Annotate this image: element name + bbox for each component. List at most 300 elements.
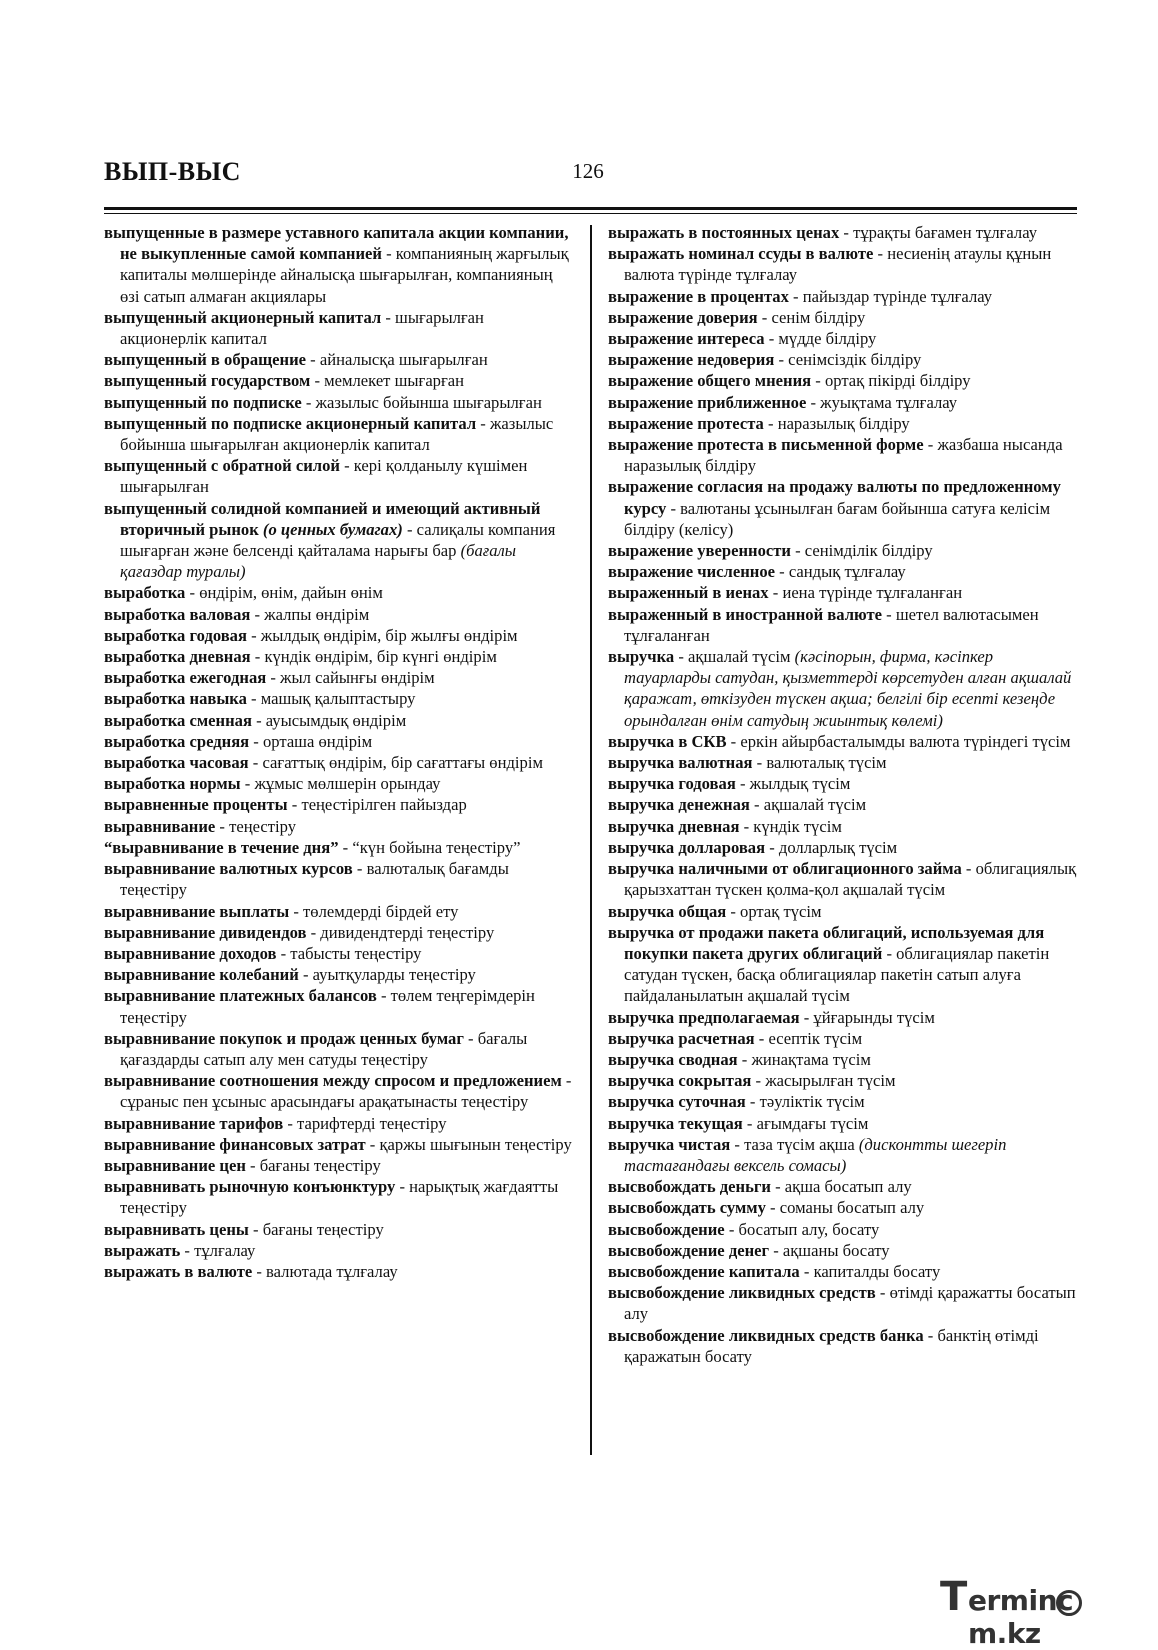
dictionary-entry — [608, 1240, 1078, 1261]
entry-separator: - — [251, 710, 266, 730]
entry-gloss: ақша босатып алу — [784, 1177, 912, 1197]
entry-term: выпущенный в обращение — [104, 350, 307, 370]
entry-term: выравнивание дивидендов — [104, 922, 307, 942]
entry-term: выработка нормы — [104, 774, 241, 794]
entry-gloss: компанияның жарғылық капиталы мөлшерінде айналысқа шығарылған, компанияның өзі сатып алмаған акциялары — [120, 244, 569, 306]
entry-term: выравнивание выплаты — [104, 901, 290, 921]
entry-term: “выравнивание в течение дня” — [104, 837, 339, 857]
entry-separator: - — [735, 774, 750, 794]
entry-separator: - — [250, 604, 265, 624]
entry-term: выраженный в иенах — [608, 583, 769, 603]
entry-term: выработка сменная — [104, 710, 252, 730]
entry-separator: - — [726, 731, 741, 751]
entry-separator: - — [770, 1177, 785, 1197]
dictionary-entry — [104, 1240, 574, 1261]
entry-separator: - — [215, 816, 230, 836]
entry-term: выравнивание платежных балансов — [104, 986, 377, 1006]
entry-term: выражать в постоянных ценах — [608, 223, 840, 242]
header-letter-range: ВЫП-ВЫС — [104, 157, 241, 186]
dictionary-entry — [608, 1134, 1078, 1176]
entry-term: высвобождать сумму — [608, 1198, 766, 1218]
entry-term: выручка от продажи пакета облигаций, используемая для покупки пакета других облигаций — [608, 922, 1045, 963]
entry-gloss: күндік өндірім, бір күнгі өндірім — [264, 647, 497, 667]
entry-gloss: ағымдағы түсім — [756, 1113, 869, 1133]
entry-term: выработка валовая — [104, 604, 251, 624]
entry-term: высвобождение ликвидных средств — [608, 1283, 876, 1303]
dictionary-entry — [608, 413, 1078, 434]
entry-term: выражение в процентах — [608, 286, 789, 306]
entry-term: выражение недоверия — [608, 350, 775, 370]
entry-gloss: мемлекет шығарған — [324, 371, 465, 391]
entry-term: выражение протеста — [608, 413, 764, 433]
entry-gloss: теңестірілген пайыздар — [301, 795, 467, 815]
entry-gloss: есептік түсім — [768, 1028, 863, 1048]
entry-gloss: нарықтық жағдаятты теңестіру — [120, 1177, 559, 1218]
dictionary-entry — [608, 731, 1078, 752]
dictionary-entry — [608, 349, 1078, 370]
dictionary-entry — [608, 794, 1078, 815]
dictionary-entry — [608, 1007, 1078, 1028]
entry-gloss: бағаны теңестіру — [259, 1155, 381, 1175]
entry-term: высвобождать деньги — [608, 1177, 771, 1197]
entry-gloss: несиенің атаулы құнын валюта түрінде тұлғалау — [624, 244, 1052, 285]
entry-gloss: төлем теңгерімдерін теңестіру — [120, 986, 535, 1027]
entry-gloss: облигациялар пакетін сатудан түскен, басқа облигациялар пакетін сатып алуға пайдаланылатын ақшалай түсім — [624, 943, 1050, 1006]
dictionary-entry — [104, 307, 574, 349]
dictionary-entry — [608, 286, 1078, 307]
dictionary-entry — [104, 1070, 574, 1112]
entry-gloss-note: (кәсіпорын, фирма, кәсіпкер тауарларды сатудан, қызметтерді көрсетуден алған ақшалай қаражат, өткізуден түскен ақша; белгілі бір есепті кезеңде орындалған өнім сатудың жиынтық көлемі) — [624, 647, 1072, 730]
entry-gloss: тарифтерді теңестіру — [297, 1113, 447, 1133]
entry-term: выработка навыка — [104, 689, 247, 709]
entry-term: выручка в СКВ — [608, 731, 727, 751]
entry-gloss: жуықтама тұлғалау — [820, 392, 958, 412]
dictionary-entry — [104, 604, 574, 625]
entry-term: выравнивание колебаний — [104, 965, 299, 985]
entry-term: высвобождение денег — [608, 1240, 770, 1260]
entry-gloss: жинақтама түсім — [751, 1049, 871, 1069]
entry-separator: - — [476, 413, 490, 433]
entry-gloss: ауытқуларды теңестіру — [312, 965, 476, 985]
entry-separator: - — [726, 901, 741, 921]
entry-gloss: ортақ түсім — [740, 901, 822, 921]
entry-term: выравнивание тарифов — [104, 1113, 284, 1133]
entry-separator: - — [339, 456, 354, 476]
entry-separator: - — [882, 943, 897, 963]
entry-gloss: өтімді қаражатты босатып алу — [624, 1283, 1076, 1324]
entry-separator: - — [799, 1261, 814, 1281]
dictionary-entry — [608, 1282, 1078, 1324]
entry-separator: - — [250, 647, 265, 667]
entry-separator: - — [749, 795, 764, 815]
entry-gloss: сағаттық өндірім, бір сағаттағы өндірім — [262, 753, 543, 773]
entry-gloss: ақшалай түсім — [688, 647, 795, 667]
dictionary-entry — [104, 370, 574, 391]
entry-gloss: өндірім, өнім, дайын өнім — [199, 583, 383, 603]
dictionary-entry — [104, 413, 574, 455]
entry-separator: - — [882, 604, 896, 624]
entry-separator: - — [742, 1113, 757, 1133]
entry-gloss: капиталды босату — [813, 1261, 941, 1281]
entry-separator: - — [745, 1092, 760, 1112]
dictionary-entry — [608, 243, 1078, 285]
entry-separator: - — [402, 519, 417, 539]
entry-separator: - — [790, 541, 805, 561]
entry-separator: - — [765, 1198, 780, 1218]
entry-term: выпущенный государством — [104, 371, 311, 391]
dictionary-entry — [608, 901, 1078, 922]
entry-term: выражать — [104, 1240, 181, 1260]
dictionary-entry — [608, 1325, 1078, 1367]
dictionary-entry — [608, 1219, 1078, 1240]
dictionary-entry — [608, 922, 1078, 1007]
entry-separator: - — [248, 1219, 263, 1239]
entry-separator: - — [338, 837, 353, 857]
logo-ring-icon — [1056, 1590, 1082, 1616]
entry-separator: - — [739, 816, 754, 836]
entry-term: выручка — [608, 647, 675, 667]
entry-gloss: жазылыс бойынша шығарылған акционерлік капитал — [120, 413, 554, 455]
dictionary-entry — [608, 816, 1078, 837]
dictionary-entry — [104, 455, 574, 497]
entry-gloss: сенімділік білдіру — [804, 541, 933, 561]
dictionary-entry — [104, 582, 574, 603]
entry-separator: - — [381, 244, 396, 264]
entry-separator: - — [561, 1071, 572, 1091]
entry-gloss: жазбаша нысанда наразылық білдіру — [624, 435, 1063, 476]
entry-separator: - — [839, 223, 854, 242]
entry-separator: - — [276, 943, 291, 963]
dictionary-entry — [104, 816, 574, 837]
dictionary-entry — [608, 392, 1078, 413]
dictionary-entry — [104, 901, 574, 922]
column-divider — [590, 225, 592, 1455]
entry-term: выражение численное — [608, 562, 775, 582]
entry-separator: - — [754, 1028, 769, 1048]
dictionary-entry — [104, 667, 574, 688]
dictionary-entry — [104, 858, 574, 900]
entry-term: выработка дневная — [104, 647, 251, 667]
entry-gloss: жылдық түсім — [749, 774, 851, 794]
dictionary-entry — [608, 773, 1078, 794]
entry-term: выпущенный с обратной силой — [104, 456, 340, 476]
entry-term: выраженный в иностранной валюте — [608, 604, 882, 624]
dictionary-entry — [104, 710, 574, 731]
dictionary-entry — [608, 582, 1078, 603]
entry-separator: - — [674, 647, 689, 667]
entry-term: выравнивание валютных курсов — [104, 859, 353, 879]
entry-gloss: төлемдерді бірдей ету — [303, 901, 459, 921]
entry-separator: - — [923, 435, 938, 455]
entry-term: выработка часовая — [104, 753, 249, 773]
entry-term: выработка годовая — [104, 625, 247, 645]
entry-separator: - — [923, 1325, 938, 1345]
entry-term: выпущенный солидной компанией и имеющий активный вторичный рынок — [104, 498, 541, 539]
entry-separator: - — [724, 1219, 739, 1239]
entry-separator: - — [240, 774, 255, 794]
entry-separator: - — [395, 1177, 410, 1197]
entry-separator: - — [283, 1113, 298, 1133]
entry-term: выручка долларовая — [608, 837, 766, 857]
entry-term: выравнивать цены — [104, 1219, 249, 1239]
entry-separator: - — [249, 731, 263, 751]
entry-gloss: валюталық түсім — [766, 753, 887, 773]
entry-term: выражение приближенное — [608, 392, 807, 412]
entry-gloss: жазылыс бойынша шығарылған — [315, 392, 542, 412]
dictionary-entry — [104, 1261, 574, 1282]
entry-separator: - — [666, 498, 681, 518]
entry-separator: - — [306, 922, 321, 942]
header-rule-thick — [104, 207, 1077, 210]
entry-term: выражение протеста в письменной форме — [608, 435, 924, 455]
entry-gloss: теңестіру — [229, 816, 296, 836]
entry-gloss: банктің өтімді қаражатын босату — [624, 1325, 1039, 1366]
entry-separator: - — [806, 392, 821, 412]
entry-gloss: бағалы қағаздарды сатып алу мен сатуды теңестіру — [120, 1028, 528, 1069]
entry-separator: - — [751, 1071, 766, 1091]
entry-term-note: (о ценных бумагах) — [258, 519, 403, 539]
entry-separator: - — [185, 583, 200, 603]
dictionary-entry — [104, 964, 574, 985]
entry-separator: - — [376, 986, 391, 1006]
entry-gloss: тұлғалау — [194, 1240, 256, 1260]
dictionary-entry — [608, 1091, 1078, 1112]
entry-term: высвобождение — [608, 1219, 725, 1239]
entry-separator: - — [774, 350, 789, 370]
dictionary-entry — [608, 1070, 1078, 1091]
entry-term: выравнивание покупок и продаж ценных бумаг — [104, 1028, 464, 1048]
entry-term: выражать в валюте — [104, 1261, 253, 1281]
entry-separator: - — [752, 753, 767, 773]
termincom-logo: T erminc m.kz — [940, 1572, 1140, 1620]
entry-separator: - — [811, 371, 825, 391]
entry-gloss: ортақ пікірді білдіру — [824, 371, 971, 391]
entry-gloss: кері қолданылу күшімен шығарылған — [120, 456, 528, 497]
entry-gloss: тәуліктік түсім — [759, 1092, 865, 1112]
dictionary-entry — [608, 646, 1078, 731]
entry-gloss: сұраныс пен ұсыныс арасындағы арақатынасты теңестіру — [120, 1092, 529, 1112]
entry-term: выручка сокрытая — [608, 1071, 752, 1091]
entry-gloss: айналысқа шығарылған — [319, 350, 488, 370]
dictionary-entry — [104, 731, 574, 752]
entry-gloss: тұрақты бағамен тұлғалау — [853, 223, 1038, 242]
dictionary-entry — [104, 794, 574, 815]
dictionary-entry — [608, 1261, 1078, 1282]
entry-separator: - — [306, 350, 320, 370]
entry-term: выручка наличными от облигационного займа — [608, 859, 962, 879]
dictionary-entry — [608, 1197, 1078, 1218]
page-header — [104, 155, 1076, 195]
entry-term: выражение уверенности — [608, 541, 791, 561]
entry-separator: - — [730, 1134, 745, 1154]
entry-gloss: күндік түсім — [753, 816, 842, 836]
entry-gloss: жалпы өндірім — [264, 604, 370, 624]
dictionary-entry — [608, 858, 1078, 900]
entry-term: выпущенный акционерный капитал — [104, 307, 382, 327]
entry-term: выражение согласия на продажу валюты по предложенному курсу — [608, 477, 1061, 518]
entry-term: выпущенный по подписке акционерный капитал — [104, 413, 477, 433]
entry-gloss: валютада тұлғалау — [266, 1261, 398, 1281]
entry-term: выручка сводная — [608, 1049, 738, 1069]
entry-gloss: босатып алу, босату — [738, 1219, 880, 1239]
entry-term: выравнивание доходов — [104, 943, 277, 963]
entry-gloss: ақшалай түсім — [763, 795, 867, 815]
entry-separator: - — [873, 244, 888, 264]
entry-separator: - — [365, 1134, 380, 1154]
entry-gloss: жылдық өндірім, бір жылғы өндірім — [260, 625, 518, 645]
entry-gloss: шетел валютасымен тұлғаланған — [624, 604, 1039, 645]
entry-separator: - — [180, 1240, 195, 1260]
entry-separator: - — [289, 901, 304, 921]
entry-term: выравнивание цен — [104, 1155, 246, 1175]
entry-separator: - — [463, 1028, 478, 1048]
dictionary-entry — [608, 604, 1078, 646]
dictionary-entry — [608, 561, 1078, 582]
dictionary-entry — [608, 328, 1078, 349]
entry-gloss: табысты теңестіру — [290, 943, 422, 963]
entry-term: выработка средняя — [104, 731, 250, 751]
entry-term: выручка чистая — [608, 1134, 731, 1154]
entry-term: выручка годовая — [608, 774, 736, 794]
entry-gloss: дивидендтерді теңестіру — [320, 922, 495, 942]
dictionary-entry — [104, 1176, 574, 1218]
entry-gloss: долларлық түсім — [778, 837, 898, 857]
dictionary-entry — [608, 476, 1078, 540]
entry-term: высвобождение капитала — [608, 1261, 800, 1281]
entry-separator: - — [764, 329, 779, 349]
dictionary-entry — [608, 370, 1078, 391]
entry-gloss: жыл сайынғы өндірім — [280, 668, 435, 688]
dictionary-entry — [104, 1028, 574, 1070]
dictionary-entry — [608, 540, 1078, 561]
entry-term: выравнивать рыночную конъюнктуру — [104, 1177, 396, 1197]
dictionary-entry — [104, 498, 574, 583]
dictionary-entry — [104, 646, 574, 667]
entry-gloss: жасырылған түсім — [765, 1071, 896, 1091]
dictionary-entry — [608, 307, 1078, 328]
entry-gloss: мүдде білдіру — [778, 329, 877, 349]
entry-gloss: машық қалыптастыру — [260, 689, 416, 709]
dictionary-entry — [608, 1049, 1078, 1070]
dictionary-entry — [608, 1176, 1078, 1197]
dictionary-entry — [104, 688, 574, 709]
entry-separator: - — [310, 371, 325, 391]
dictionary-entry — [608, 837, 1078, 858]
entry-separator: - — [768, 583, 783, 603]
dictionary-entry — [104, 625, 574, 646]
dictionary-entry — [104, 222, 574, 307]
entry-gloss: еркін айырбасталымды валюта түріндегі түсім — [740, 731, 1071, 751]
entry-gloss: қаржы шығынын теңестіру — [379, 1134, 572, 1154]
dictionary-entry — [104, 985, 574, 1027]
dictionary-entry — [104, 1134, 574, 1155]
entry-term: выработка ежегодная — [104, 668, 267, 688]
dictionary-entry — [104, 752, 574, 773]
dictionary-entry — [608, 434, 1078, 476]
entry-term: выручка текущая — [608, 1113, 743, 1133]
entry-gloss: “күн бойына теңестіру” — [352, 837, 521, 857]
entry-term: выручка предполагаемая — [608, 1007, 800, 1027]
entry-gloss: валютаны ұсынылған бағам бойынша сатуға келісім білдіру (келісу) — [624, 498, 1051, 539]
entry-separator: - — [246, 625, 261, 645]
dictionary-entry — [608, 1028, 1078, 1049]
entry-term: выравнивание — [104, 816, 216, 836]
entry-term: выравнивание финансовых затрат — [104, 1134, 366, 1154]
entry-separator: - — [245, 1155, 260, 1175]
entry-gloss-note: (дисконтты шегеріп тастағандағы вексель сомасы) — [624, 1134, 1007, 1175]
entry-term: выпущенный по подписке — [104, 392, 302, 412]
right-column — [608, 222, 1078, 1367]
entry-separator: - — [287, 795, 302, 815]
page-number: 126 — [572, 159, 604, 183]
entry-separator: - — [799, 1007, 814, 1027]
entry-separator: - — [757, 307, 772, 327]
entry-gloss-note: (бағалы қағаздар туралы) — [120, 541, 516, 582]
dictionary-entry — [104, 773, 574, 794]
entry-term: выручка суточная — [608, 1092, 746, 1112]
entry-separator: - — [763, 413, 778, 433]
entry-separator: - — [737, 1049, 752, 1069]
entry-term: выражать номинал ссуды в валюте — [608, 244, 874, 264]
entry-gloss: ауысымдық өндірім — [265, 710, 407, 730]
entry-gloss: сенім білдіру — [771, 307, 866, 327]
dictionary-entry — [104, 1113, 574, 1134]
entry-term: выражение интереса — [608, 329, 765, 349]
entry-term: выравнивание соотношения между спросом и предложением — [104, 1071, 562, 1091]
entry-gloss: салиқалы компания шығарған және белсенді қайталама нарығы бар — [120, 519, 556, 561]
entry-term: выравненные проценты — [104, 795, 288, 815]
entry-separator: - — [775, 562, 789, 582]
dictionary-entry — [104, 837, 574, 858]
entry-gloss: бағаны теңестіру — [262, 1219, 384, 1239]
entry-separator: - — [301, 392, 316, 412]
entry-term: выручка общая — [608, 901, 727, 921]
entry-term: высвобождение ликвидных средств банка — [608, 1325, 924, 1345]
entry-separator: - — [266, 668, 281, 688]
entry-gloss: таза түсім ақша — [744, 1134, 859, 1154]
entry-term: выручка дневная — [608, 816, 740, 836]
entry-gloss: пайыздар түрінде тұлғалау — [802, 286, 993, 306]
entry-gloss: жұмыс мөлшерін орындау — [254, 774, 441, 794]
header-rule-thin — [104, 213, 1077, 214]
entry-term: выработка — [104, 583, 186, 603]
entry-gloss: шығарылған акционерлік капитал — [120, 307, 484, 349]
entry-separator: - — [788, 286, 803, 306]
entry-gloss: валюталық бағамды теңестіру — [120, 859, 509, 900]
dictionary-entry — [608, 752, 1078, 773]
entry-gloss: наразылық білдіру — [777, 413, 910, 433]
dictionary-entry — [608, 1113, 1078, 1134]
entry-separator: - — [248, 753, 263, 773]
entry-gloss: ақшаны босату — [782, 1240, 890, 1260]
entry-term: выручка денежная — [608, 795, 750, 815]
entry-term: выручка расчетная — [608, 1028, 755, 1048]
dictionary-entry — [104, 392, 574, 413]
dictionary-entry — [104, 922, 574, 943]
entry-separator: - — [765, 837, 779, 857]
entry-gloss: сандық тұлғалау — [788, 562, 906, 582]
entry-separator: - — [252, 1261, 267, 1281]
entry-gloss: облигациялық қарызхаттан түскен қолма-қол ақшалай түсім — [624, 859, 1077, 900]
dictionary-entry — [608, 222, 1078, 243]
entry-term: выручка валютная — [608, 753, 753, 773]
dictionary-entry — [104, 349, 574, 370]
entry-separator: - — [381, 307, 396, 327]
entry-term: выпущенные в размере уставного капитала акции компании, не выкупленные самой компанией — [104, 223, 569, 264]
entry-gloss: сенімсіздік білдіру — [788, 350, 922, 370]
entry-gloss: орташа өндірім — [262, 731, 373, 751]
entry-gloss: иена түрінде тұлғаланған — [782, 583, 963, 603]
